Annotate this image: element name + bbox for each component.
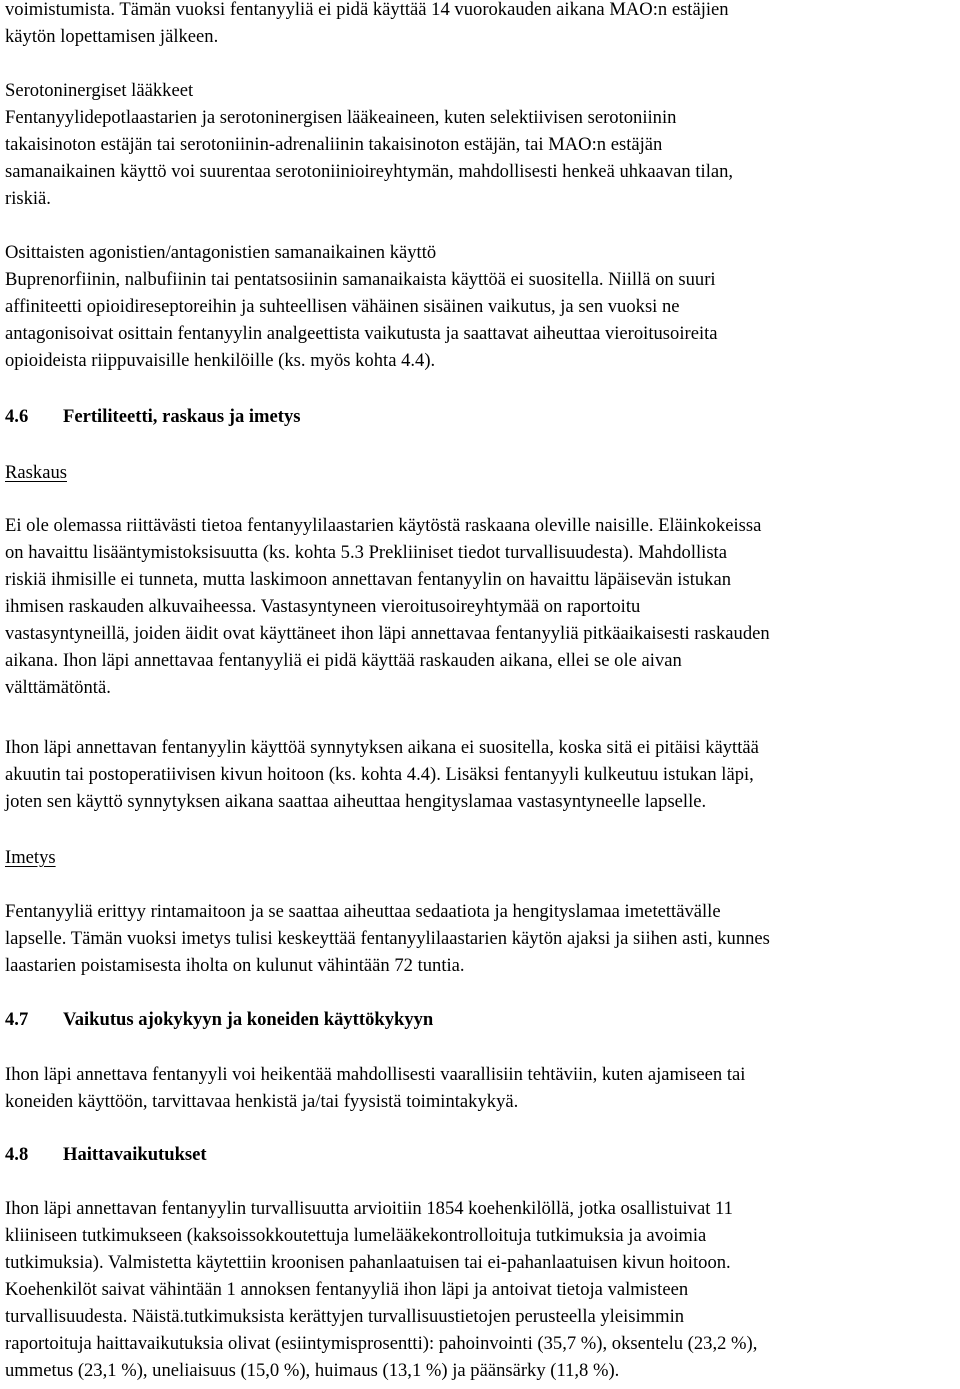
paragraph-line: aikana. Ihon läpi annettavaa fentanyyliä ei pidä käyttää raskauden aikana, ellei se ole aivan <box>5 650 682 671</box>
paragraph-line: on havaittu lisääntymistoksisuutta (ks. kohta 5.3 Prekliiniset tiedot turvallisuudesta). Mahdollista <box>5 542 727 563</box>
paragraph-line: tutkimuksia). Valmistetta käytettiin kroonisen pahanlaatuisen tai ei-pahanlaatuisen kivun hoitoon. <box>5 1252 731 1273</box>
paragraph-line: joten sen käyttö synnytyksen aikana saattaa aiheuttaa hengityslamaa vastasyntyneelle lapselle. <box>5 791 707 812</box>
paragraph-line: opioideista riippuvaisille henkilöille (ks. myös kohta 4.4). <box>5 350 436 371</box>
paragraph-line: ihmisen raskauden alkuvaiheessa. Vastasyntyneen vieroitusoireyhtymää on raportoitu <box>5 596 641 617</box>
subheading-imetys: Imetys <box>5 847 56 868</box>
paragraph-line: samanaikainen käyttö voi suurentaa serotoniinioireyhtymän, mahdollisesti henkeä uhkaavan tilan, <box>5 161 734 182</box>
paragraph-line: Ihon läpi annettavan fentanyylin turvallisuutta arvioitiin 1854 koehenkilöllä, jotka osallistuivat 11 <box>5 1198 733 1219</box>
paragraph-line: riskiä. <box>5 188 51 209</box>
paragraph-line: akuutin tai postoperatiivisen kivun hoitoon (ks. kohta 4.4). Lisäksi fentanyyli kulkeutuu istukan läpi, <box>5 764 754 785</box>
paragraph-line: Ihon läpi annettava fentanyyli voi heikentää mahdollisesti vaarallisiin tehtäviin, kuten ajamiseen tai <box>5 1064 746 1085</box>
paragraph-line: Osittaisten agonistien/antagonistien samanaikainen käyttö <box>5 242 437 263</box>
paragraph-line: takaisinoton estäjän tai serotoniinin-adrenaliinin takaisinoton estäjän, tai MAO:n estäjän <box>5 134 663 155</box>
paragraph-line: voimistumista. Tämän vuoksi fentanyyliä ei pidä käyttää 14 vuorokauden aikana MAO:n estäjien <box>5 0 729 20</box>
paragraph-line: Fentanyylidepotlaastarien ja serotoninergisen lääkeaineen, kuten selektiivisen serotoniinin <box>5 107 677 128</box>
paragraph-line: koneiden käyttöön, tarvittavaa henkistä ja/tai fyysistä toimintakykyä. <box>5 1091 519 1112</box>
paragraph-line: riskiä ihmisille ei tunneta, mutta laskimoon annettavan fentanyylin on havaittu läpäisevän istukan <box>5 569 732 590</box>
section-number: 4.6 <box>5 406 29 427</box>
section-number: 4.8 <box>5 1144 29 1165</box>
paragraph-line: Koehenkilöt saivat vähintään 1 annoksen fentanyyliä ihon läpi ja antoivat tietoja valmisteen <box>5 1279 689 1300</box>
paragraph-line: käytön lopettamisen jälkeen. <box>5 26 219 47</box>
section-title: Haittavaikutukset <box>63 1144 207 1165</box>
paragraph-line: laastarien poistamisesta iholta on kulunut vähintään 72 tuntia. <box>5 955 465 976</box>
paragraph-line: Ei ole olemassa riittävästi tietoa fentanyylilaastarien käytöstä raskaana oleville naisille. Eläinkokeissa <box>5 515 762 536</box>
section-title: Vaikutus ajokykyyn ja koneiden käyttökykyyn <box>63 1009 434 1030</box>
paragraph-line: antagonisoivat osittain fentanyylin analgeettista vaikutusta ja saattavat aiheuttaa vieroitusoireita <box>5 323 718 344</box>
section-heading-4-7 <box>5 1007 433 1033</box>
paragraph-line: Buprenorfiinin, nalbufiinin tai pentatsosiinin samanaikaista käyttöä ei suositella. Niillä on suuri <box>5 269 716 290</box>
subheading-raskaus: Raskaus <box>5 462 67 483</box>
section-heading-4-6 <box>5 404 301 430</box>
paragraph-line: Fentanyyliä erittyy rintamaitoon ja se saattaa aiheuttaa sedaatiota ja hengityslamaa imetettävälle <box>5 901 721 922</box>
paragraph-line: Ihon läpi annettavan fentanyylin käyttöä synnytyksen aikana ei suositella, koska sitä ei pitäisi käyttää <box>5 737 759 758</box>
paragraph-line: lapselle. Tämän vuoksi imetys tulisi keskeyttää fentanyylilaastarien käytön ajaksi ja siihen asti, kunnes <box>5 928 770 949</box>
paragraph-line: välttämätöntä. <box>5 677 111 698</box>
paragraph-line: turvallisuudesta. Näistä.tutkimuksista kerättyjen turvallisuustietojen perusteella yleisimmin <box>5 1306 685 1327</box>
paragraph-line: affiniteetti opioidireseptoreihin ja suhteellisen vähäinen sisäinen vaikutus, ja sen vuoksi ne <box>5 296 680 317</box>
section-heading-4-8 <box>5 1142 207 1168</box>
paragraph-line: Serotoninergiset lääkkeet <box>5 80 194 101</box>
paragraph-line: kliiniseen tutkimukseen (kaksoissokkoutettuja lumelääkekontrolloituja tutkimuksia ja avoimia <box>5 1225 707 1246</box>
section-number: 4.7 <box>5 1009 29 1030</box>
section-title: Fertiliteetti, raskaus ja imetys <box>63 406 301 427</box>
paragraph-line: vastasyntyneillä, joiden äidit ovat käyttäneet ihon läpi annettavaa fentanyyliä pitkäaikaisesti raskauden <box>5 623 770 644</box>
paragraph-line: ummetus (23,1 %), uneliaisuus (15,0 %), huimaus (13,1 %) ja päänsärky (11,8 %). <box>5 1360 620 1381</box>
paragraph-line: raportoituja haittavaikutuksia olivat (esiintymisprosentti): pahoinvointi (35,7 %), oksentelu (23,2 %), <box>5 1333 758 1354</box>
